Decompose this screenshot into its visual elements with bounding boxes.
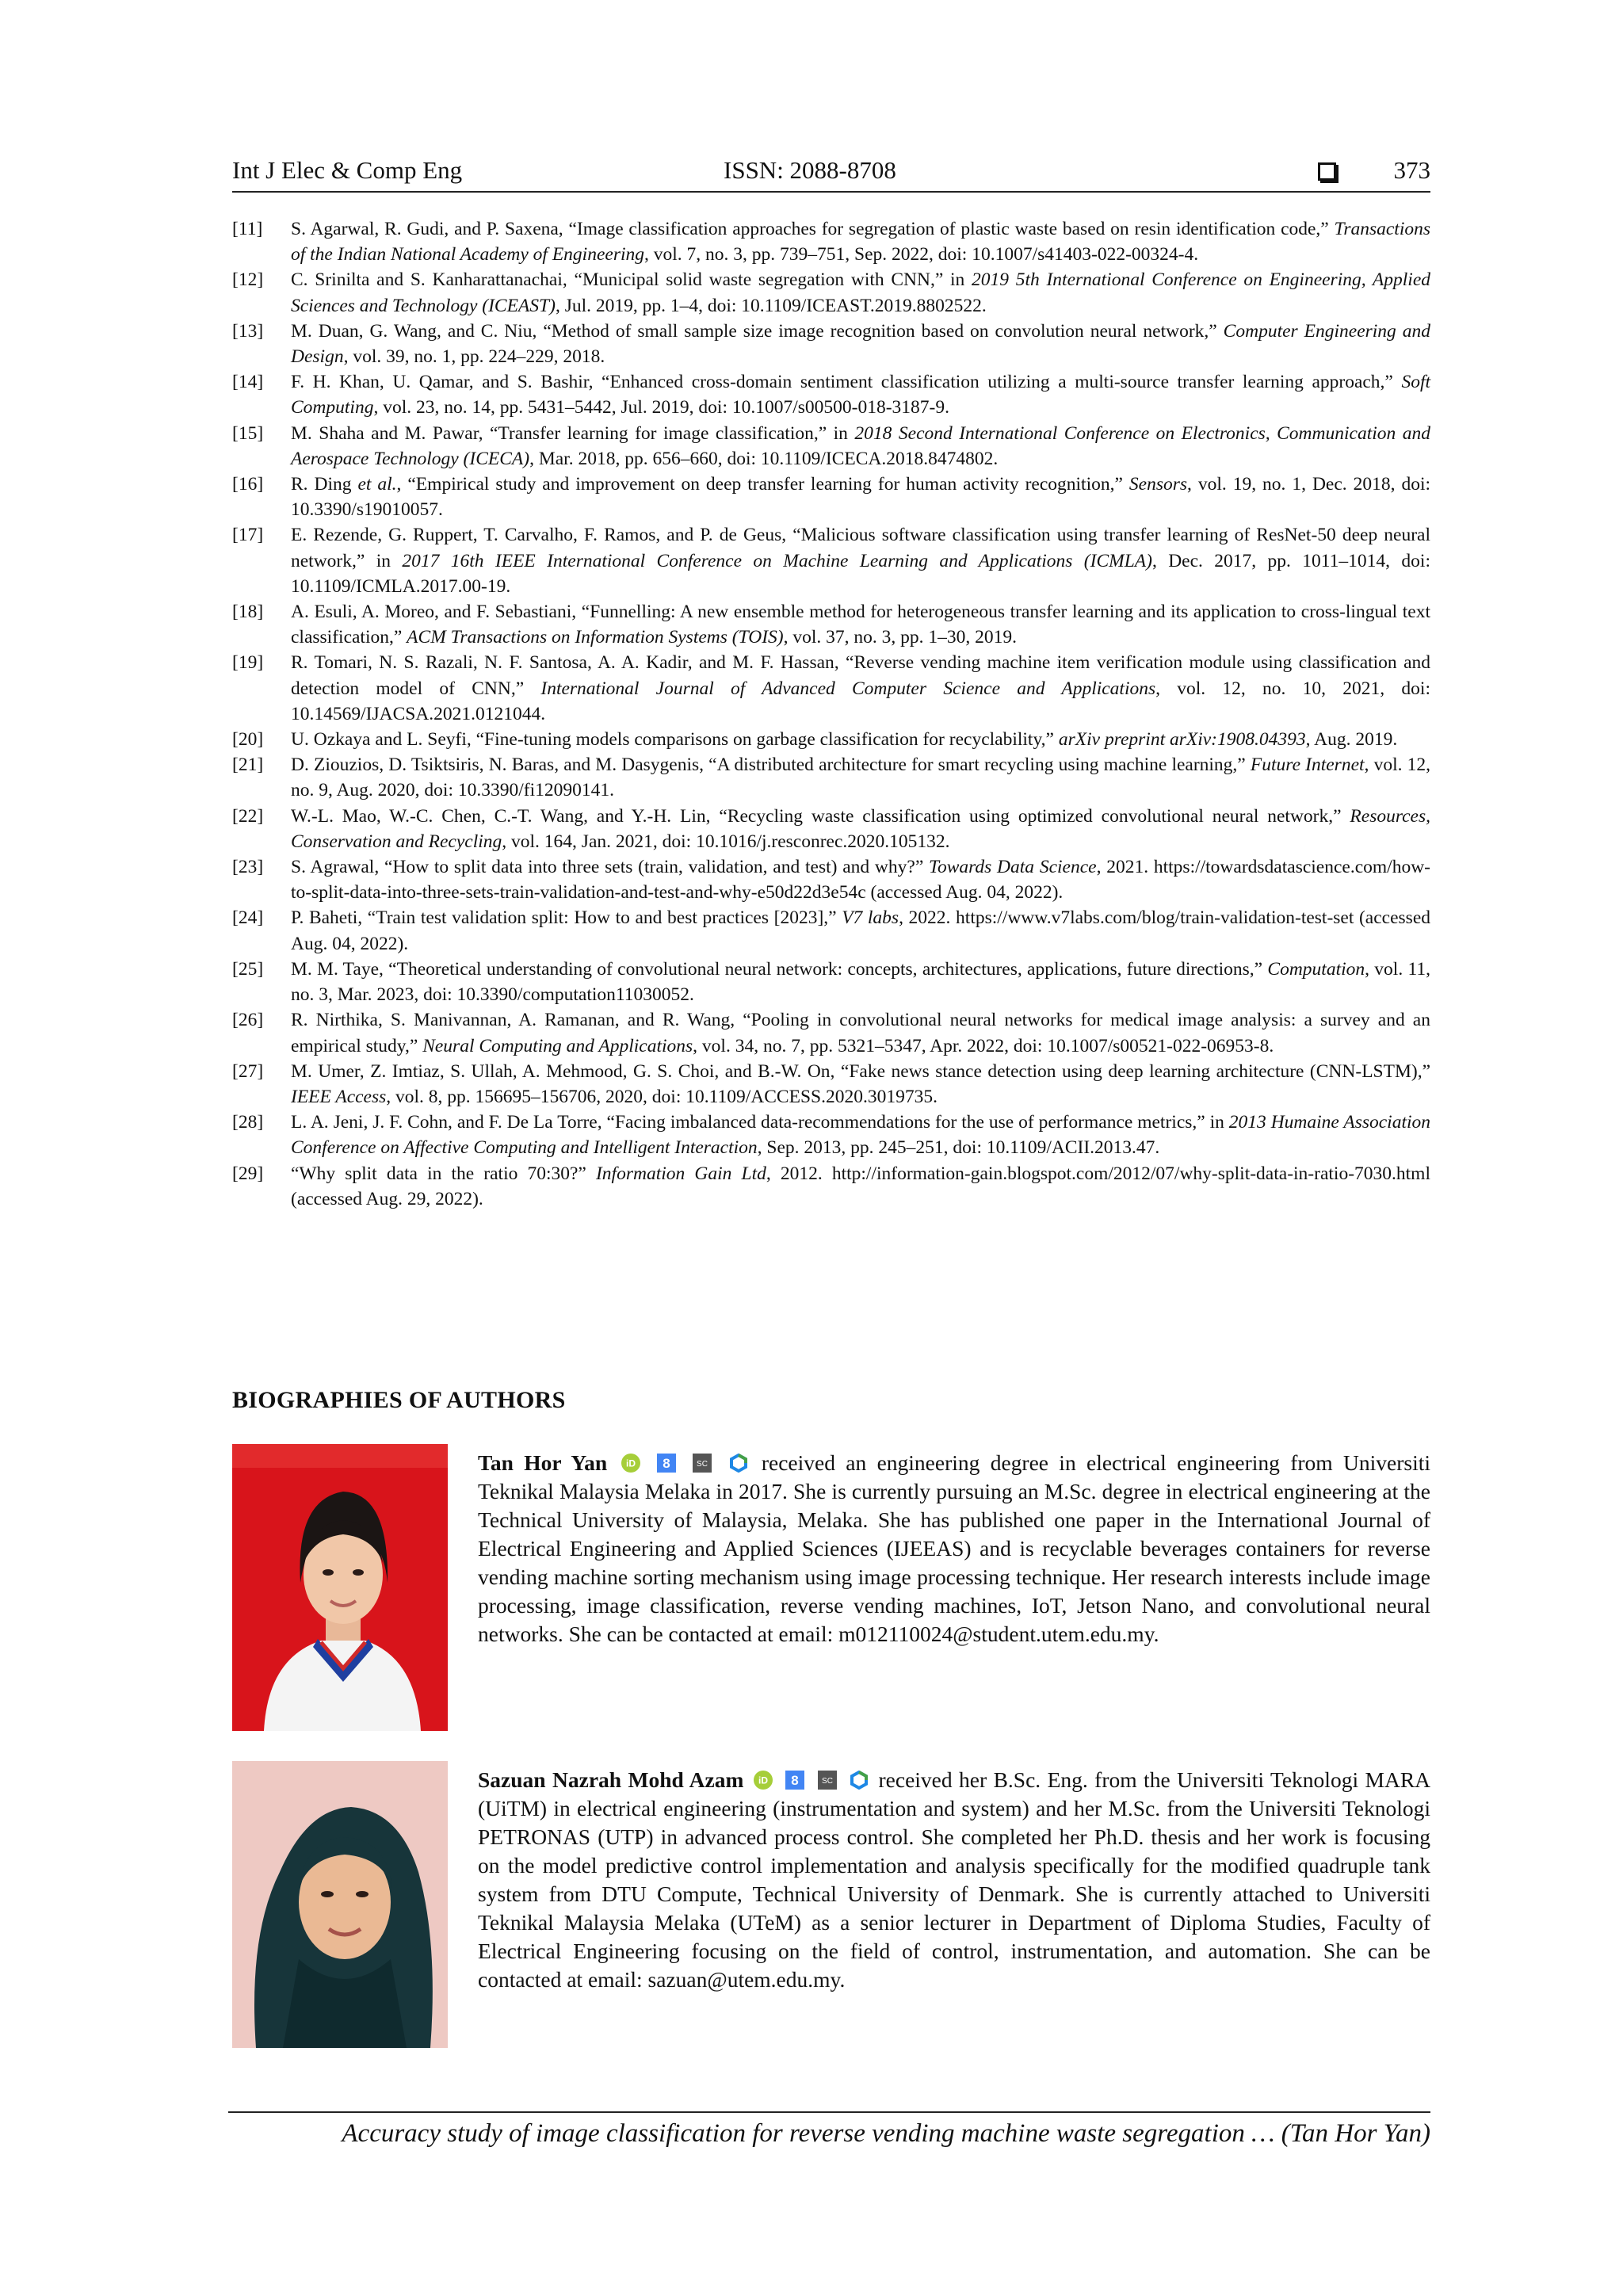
publons-icon[interactable]: [850, 1771, 869, 1790]
reference-item: [232, 522, 1430, 599]
reference-text: U. Ozkaya and L. Seyfi, “Fine-tuning models comparisons on garbage classification for recyclability,”: [291, 729, 1059, 751]
author-photo: [232, 1444, 448, 1731]
reference-text: , Dec. 2017, pp. 1011–1014, doi: 10.1109/ICMLA.2017.00-19.: [291, 550, 1430, 597]
svg-text:SC: SC: [697, 1460, 708, 1469]
reference-venue: ACM Transactions on Information Systems (TOIS): [407, 627, 784, 648]
reference-text: , vol. 12, no. 10, 2021, doi: 10.14569/IJACSA.2021.0121044.: [291, 678, 1430, 724]
reference-text: , vol. 19, no. 1, Dec. 2018, doi: 10.3390/s19010057.: [291, 474, 1431, 521]
reference-text: M. Umer, Z. Imtiaz, S. Ullah, A. Mehmood, G. S. Choi, and B.-W. On, “Fake news stance detection using deep learning architecture (CNN-LSTM),”: [291, 1060, 1430, 1082]
reference-venue: Information Gain Ltd: [595, 1163, 766, 1184]
reference-venue: Neural Computing and Applications: [422, 1035, 693, 1056]
reference-text: , Sep. 2013, pp. 245–251, doi: 10.1109/ACII.2013.47.: [757, 1137, 1160, 1159]
reference-text: W.-L. Mao, W.-C. Chen, C.-T. Wang, and Y.-H. Lin, “Recycling waste classification using optimized convolutional neural network,”: [291, 805, 1350, 827]
reference-item: [232, 1110, 1430, 1160]
reference-number: [22]: [232, 805, 264, 827]
reference-venue: 2018 Second International Conference on Electronics, Communication and Aerospace Technology (ICECA): [291, 422, 1430, 469]
reference-text: , vol. 23, no. 14, pp. 5431–5442, Jul. 2019, doi: 10.1007/s00500-018-3187-9.: [373, 397, 950, 418]
scopus-icon[interactable]: [693, 1454, 712, 1473]
reference-text: D. Ziouzios, D. Tsiktsiris, N. Baras, and M. Dasygenis, “A distributed architecture for smart recycling using machine learning,”: [291, 755, 1251, 776]
reference-number: [28]: [232, 1112, 264, 1133]
author-name: Sazuan Nazrah Mohd Azam: [478, 1767, 744, 1792]
journal-name: Int J Elec & Comp Eng: [232, 156, 463, 184]
reference-item: [232, 319, 1430, 369]
reference-number: [19]: [232, 652, 264, 674]
author-name: Tan Hor Yan: [478, 1450, 608, 1475]
reference-text: , Mar. 2018, pp. 656–660, doi: 10.1109/ICECA.2018.8474802.: [529, 448, 999, 469]
reference-text: M. Duan, G. Wang, and C. Niu, “Method of small sample size image recognition based on convolution neural network,”: [291, 320, 1224, 342]
reference-item: [232, 752, 1430, 803]
svg-text:iD: iD: [758, 1775, 768, 1786]
reference-text: S. Agrawal, “How to split data into three sets (train, validation, and test) and why?”: [291, 857, 930, 878]
reference-item: [232, 727, 1430, 752]
scopus-icon[interactable]: [818, 1771, 837, 1790]
reference-text: , 2021. https://towardsdatascience.com/how-to-split-data-into-three-sets-train-validation-and-test-and-why-e50d22d3e54c (accessed Aug. 04, 2022).: [291, 857, 1431, 904]
reference-text: M. Shaha and M. Pawar, “Transfer learning for image classification,” in: [291, 422, 855, 444]
reference-venue: Sensors: [1128, 474, 1188, 495]
reference-number: [13]: [232, 320, 264, 342]
reference-text: M. M. Taye, “Theoretical understanding of convolutional neural network: concepts, architectures, applications, future directions,”: [291, 958, 1268, 980]
author-bio-text: [478, 1766, 1430, 1994]
reference-text: , 2012. http://information-gain.blogspot.com/2012/07/why-split-data-in-ratio-7030.html (accessed Aug. 29, 2022).: [291, 1163, 1430, 1209]
reference-item: [232, 421, 1430, 472]
reference-number: [26]: [232, 1010, 264, 1031]
reference-venue: IEEE Access: [291, 1086, 387, 1107]
author-bio-body: received her B.Sc. Eng. from the Universiti Teknologi MARA (UiTM) in electrical engineering (instrumentation and system) and her M.Sc. from the Universiti Teknologi PETRONAS (UTP) in advanced process control. She completed her Ph.D. thesis and her work is focusing on the model predictive control implementation and analysis specifically for the modified quadruple tank system from DTU Compute, Technical University of Denmark. She is currently attached to Universiti Teknikal Malaysia Melaka (UTeM) as a senior lecturer in Department of Diploma Studies, Faculty of Electrical Engineering focusing on the field of control, instrumentation, and automation. She can be contacted at email: sazuan@utem.edu.my.: [478, 1767, 1431, 1992]
reference-text: , vol. 34, no. 7, pp. 5321–5347, Apr. 2022, doi: 10.1007/s00521-022-06953-8.: [693, 1035, 1274, 1056]
reference-venue: Towards Data Science: [929, 857, 1097, 878]
reference-number: [15]: [232, 422, 264, 444]
reference-venue: 2017 16th IEEE International Conference on Machine Learning and Applications (ICMLA): [402, 550, 1152, 571]
author-photo: [232, 1761, 448, 2048]
reference-venue: Computation: [1267, 958, 1365, 980]
reference-number: [21]: [232, 755, 264, 776]
google-scholar-icon[interactable]: [657, 1454, 676, 1473]
reference-number: [29]: [232, 1163, 264, 1184]
reference-number: [12]: [232, 269, 264, 291]
reference-text: S. Agarwal, R. Gudi, and P. Saxena, “Image classification approaches for segregation of plastic waste based on resin identification code,”: [291, 219, 1335, 239]
reference-text: , vol. 164, Jan. 2021, doi: 10.1016/j.resconrec.2020.105132.: [502, 831, 950, 852]
reference-text: , vol. 11, no. 3, Mar. 2023, doi: 10.3390/computation11030052.: [291, 958, 1430, 1006]
reference-item: [232, 957, 1430, 1007]
page-header: [232, 156, 1430, 193]
reference-item: [232, 599, 1430, 650]
reference-venue: Computer Engineering and Design: [291, 320, 1430, 368]
reference-item: [232, 804, 1430, 854]
reference-text: R. Ding: [291, 474, 358, 495]
reference-text: , “Empirical study and improvement on deep transfer learning for human activity recognition,”: [396, 474, 1129, 495]
author-bio-text: [478, 1449, 1430, 1648]
reference-venue: Soft Computing: [291, 372, 1430, 418]
reference-venue: V7 labs: [842, 907, 899, 929]
checkbox-symbol-icon: [1318, 162, 1336, 181]
publons-icon[interactable]: [729, 1454, 748, 1473]
author-bio-body: received an engineering degree in electrical engineering from Universiti Teknikal Malaysia Melaka in 2017. She is currently pursuing an M.Sc. degree in electrical engineering at the Technical University of Malaysia, Melaka. She has published one paper in the International Journal of Electrical Engineering and Applied Sciences (IJEEAS) and is recyclable beverages containers for reverse vending machine sorting mechanism using image processing technique. Her research interests include image processing, image classification, reverse vending machines, IoT, Jetson Nano, and convolutional neural networks. She can be contacted at email: m012110024@student.utem.edu.my.: [478, 1450, 1431, 1646]
reference-text: P. Baheti, “Train test validation split: How to and best practices [2023],”: [291, 907, 842, 929]
reference-text: C. Srinilta and S. Kanharattanachai, “Municipal solid waste segregation with CNN,” in: [291, 269, 972, 291]
reference-number: [11]: [232, 219, 263, 239]
running-title: Accuracy study of image classification for reverse vending machine waste segregation … (Tan Hor Yan): [342, 2119, 1430, 2148]
orcid-icon[interactable]: [621, 1454, 640, 1473]
reference-venue: 2019 5th International Conference on Engineering, Applied Sciences and Technology (ICEAST): [291, 269, 1430, 316]
reference-venue: 2013 Humaine Association Conference on Affective Computing and Intelligent Interaction: [291, 1112, 1430, 1159]
reference-text: , vol. 7, no. 3, pp. 739–751, Sep. 2022, doi: 10.1007/s41403-022-00324-4.: [644, 244, 1199, 266]
reference-item: [232, 905, 1430, 956]
reference-item: [232, 472, 1430, 522]
reference-text: , Jul. 2019, pp. 1–4, doi: 10.1109/ICEAST.2019.8802522.: [555, 295, 987, 316]
reference-number: [17]: [232, 525, 264, 546]
reference-text: “Why split data in the ratio 70:30?”: [291, 1163, 596, 1184]
reference-text: , 2022. https://www.v7labs.com/blog/train-validation-test-set (accessed Aug. 04, 2022).: [291, 907, 1431, 954]
reference-text: , vol. 37, no. 3, pp. 1–30, 2019.: [783, 627, 1018, 648]
reference-item: [232, 1161, 1430, 1212]
reference-text: A. Esuli, A. Moreo, and F. Sebastiani, “Funnelling: A new ensemble method for heterogeneous transfer learning and its application to cross-lingual text classification,”: [291, 602, 1430, 648]
google-scholar-icon[interactable]: [785, 1771, 804, 1790]
biographies-heading: BIOGRAPHIES OF AUTHORS: [232, 1387, 566, 1413]
reference-venue: arXiv preprint arXiv:1908.04393: [1058, 729, 1306, 751]
reference-text: F. H. Khan, U. Qamar, and S. Bashir, “Enhanced cross-domain sentiment classification utilizing a multi-source transfer learning approach,”: [291, 372, 1402, 393]
reference-item: [232, 1059, 1430, 1110]
reference-text: , vol. 39, no. 1, pp. 224–229, 2018.: [343, 346, 605, 368]
reference-text: , vol. 8, pp. 156695–156706, 2020, doi: 10.1109/ACCESS.2020.3019735.: [386, 1086, 938, 1107]
page-number: 373: [1393, 156, 1430, 184]
reference-text: E. Rezende, G. Ruppert, T. Carvalho, F. Ramos, and P. de Geus, “Malicious software classification using transfer learning of ResNet-50 deep neural network,” in: [291, 525, 1430, 571]
svg-text:8: 8: [791, 1773, 799, 1788]
reference-number: [24]: [232, 907, 264, 929]
reference-number: [23]: [232, 857, 264, 878]
svg-text:SC: SC: [821, 1777, 833, 1786]
reference-text: , vol. 12, no. 9, Aug. 2020, doi: 10.3390/fi12090141.: [291, 755, 1431, 801]
reference-venue: Transactions of the Indian National Academy of Engineering: [291, 219, 1430, 266]
footer-rule: [228, 2111, 1430, 2113]
reference-number: [14]: [232, 372, 264, 393]
reference-number: [25]: [232, 958, 264, 980]
reference-venue: Resources, Conservation and Recycling: [291, 805, 1430, 852]
reference-number: [27]: [232, 1060, 264, 1082]
svg-text:iD: iD: [625, 1457, 636, 1469]
reference-item: [232, 369, 1430, 420]
reference-venue: International Journal of Advanced Computer Science and Applications: [540, 678, 1156, 699]
reference-item: [232, 216, 1430, 267]
reference-text: R. Tomari, N. S. Razali, N. F. Santosa, A. A. Kadir, and M. F. Hassan, “Reverse vending machine item verification module using classification and detection model of CNN,”: [291, 652, 1430, 699]
reference-text: R. Nirthika, S. Manivannan, A. Ramanan, and R. Wang, “Pooling in convolutional neural networks for medical image analysis: a survey and an empirical study,”: [291, 1010, 1430, 1056]
reference-text: , Aug. 2019.: [1305, 729, 1398, 751]
reference-number: [16]: [232, 474, 264, 495]
orcid-icon[interactable]: [754, 1771, 773, 1790]
reference-number: [18]: [232, 602, 264, 623]
reference-item: [232, 1007, 1430, 1058]
reference-list: [232, 216, 1430, 1212]
svg-text:8: 8: [663, 1456, 670, 1471]
reference-item: [232, 650, 1430, 727]
reference-item: [232, 854, 1430, 905]
issn: ISSN: 2088-8708: [724, 156, 896, 184]
reference-text: L. A. Jeni, J. F. Cohn, and F. De La Torre, “Facing imbalanced data-recommendations for the use of performance metrics,” in: [291, 1112, 1229, 1133]
reference-venue: Future Internet: [1250, 755, 1365, 776]
reference-number: [20]: [232, 729, 264, 751]
reference-item: [232, 267, 1430, 318]
reference-venue: et al.: [357, 474, 397, 495]
